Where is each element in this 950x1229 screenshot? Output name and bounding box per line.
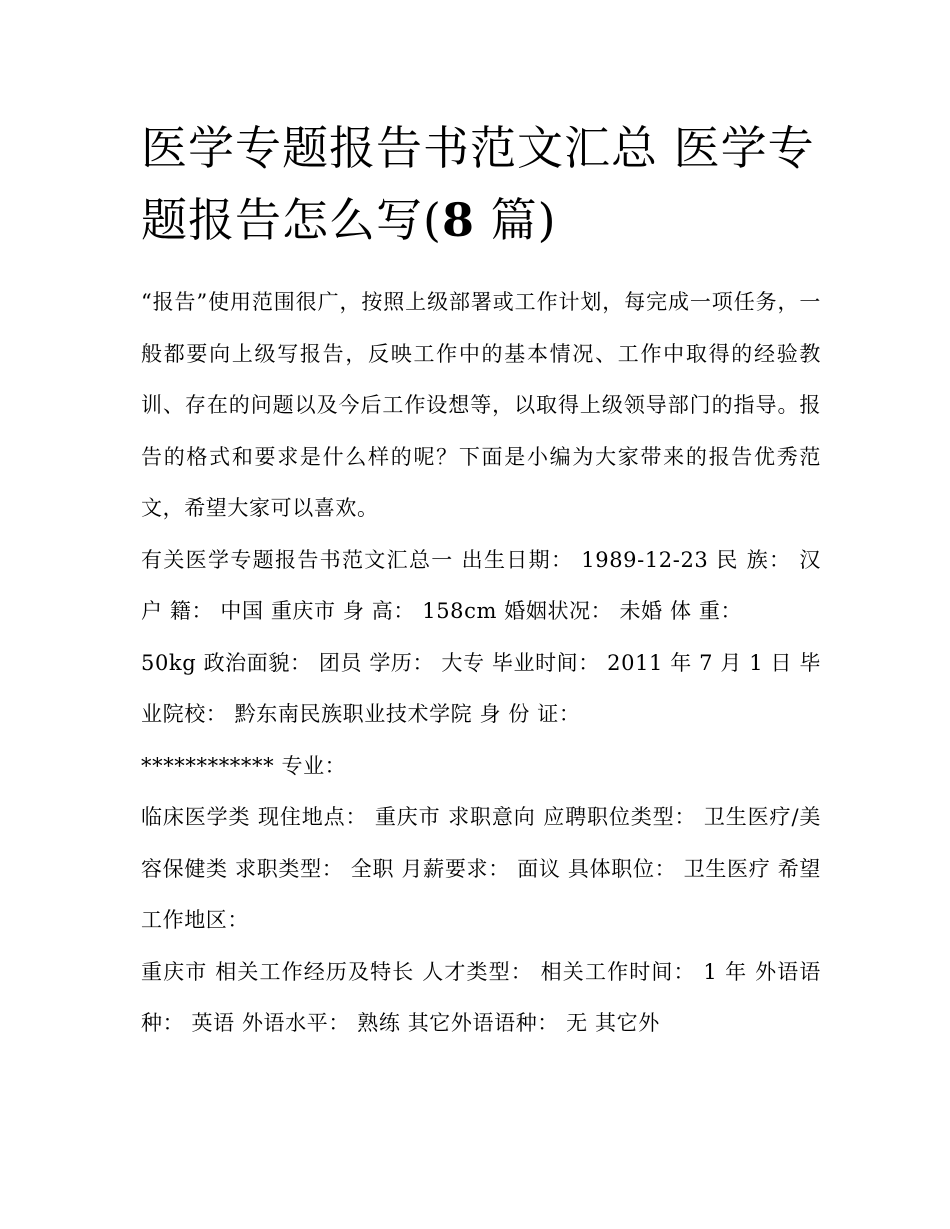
title-count: 8 bbox=[441, 193, 475, 247]
resume-paragraph-3: ************ 专业： bbox=[141, 753, 347, 778]
resume-paragraph-4: 临床医学类 现住地点： 重庆市 求职意向 应聘职位类型： 卫生医疗/美容保健类 求职类型： 全职 月薪要求： 面议 具体职位： 卫生医疗 希望工作地区： bbox=[141, 805, 821, 932]
title-text-part1: 医学专题报告书范文汇总 医学专题报告怎么写( bbox=[141, 121, 815, 247]
resume-paragraph-1: 有关医学专题报告书范文汇总一 出生日期： 1989-12-23 民 族： 汉 户 籍： 中国 重庆市 身 高： 158cm 婚姻状况： 未婚 体 重： bbox=[141, 547, 821, 623]
document-title bbox=[141, 112, 821, 256]
resume-paragraph-5: 重庆市 相关工作经历及特长 人才类型： 相关工作时间： 1 年 外语语种： 英语 外语水平： 熟练 其它外语语种： 无 其它外 bbox=[141, 959, 821, 1035]
title-text-part2: 篇) bbox=[474, 193, 557, 247]
resume-paragraph-2: 50kg 政治面貌： 团员 学历： 大专 毕业时间： 2011 年 7 月 1 日 毕业院校： 黔东南民族职业技术学院 身 份 证： bbox=[141, 650, 821, 726]
document-body bbox=[141, 277, 821, 1050]
intro-paragraph: “报告”使用范围很广，按照上级部署或工作计划，每完成一项任务，一般都要向上级写报告，反映工作中的基本情况、工作中取得的经验教训、存在的问题以及今后工作设想等，以取得上级领导部门的指导。报告的格式和要求是什么样的呢？下面是小编为大家带来的报告优秀范文，希望大家可以喜欢。 bbox=[141, 290, 821, 520]
